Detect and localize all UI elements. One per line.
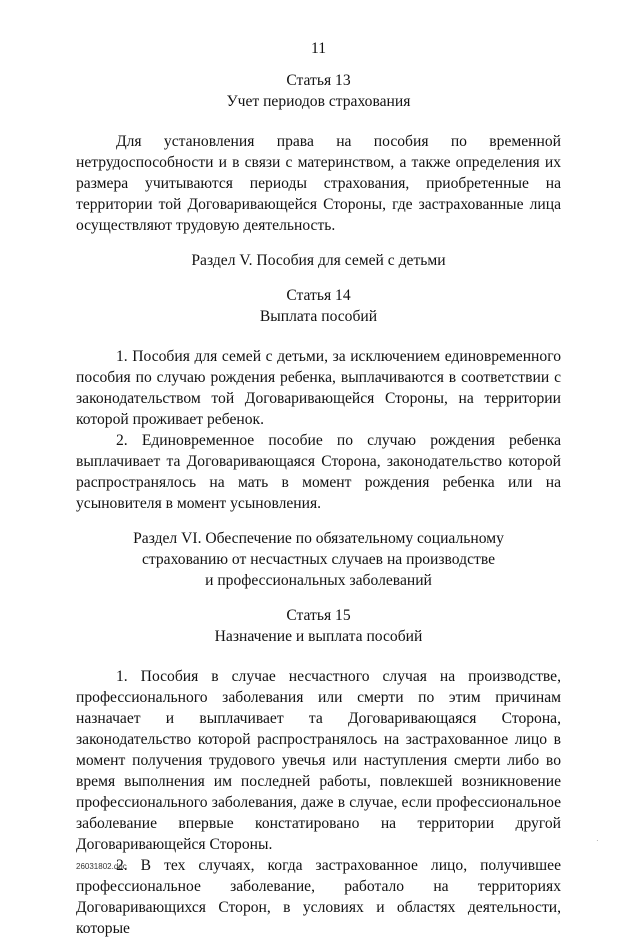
- article-15-paragraph-1: 1. Пособия в случае несчастного случая на производстве, профессионального заболевания или смерти по этим причинам назначает и выплачивает та Договаривающаяся Сторона, законодательство которой распространялось на застрахованное лицо в момент получения трудового увечья или наступления смерти либо во время выполнения им последней работы, повлекшей возникновение профессионального заболевания, даже в случае, если профессиональное заболевание впервые констатировано на территории другой Договаривающейся Стороны.: [76, 668, 561, 853]
- section-6-title-line-3: и профессиональных заболеваний: [205, 572, 432, 589]
- page-number: 11: [310, 40, 326, 57]
- article-15-heading: Статья 15: [286, 607, 351, 624]
- article-13-heading: Статья 13: [286, 72, 351, 89]
- section-6-title-line-2: страхованию от несчастных случаев на производстве: [141, 551, 496, 568]
- margin-dot: ·: [596, 836, 599, 845]
- footer-filename: 26031802.doc: [76, 862, 127, 871]
- section-5-title: Раздел V. Пособия для семей с детьми: [191, 252, 446, 269]
- article-14-paragraph-1: 1. Пособия для семей с детьми, за исключением единовременного пособия по случаю рождения ребенка, выплачиваются в соответствии с законодательством той Договаривающейся Стороны, на территории которой проживает ребенок.: [76, 348, 561, 428]
- article-15-title: Назначение и выплата пособий: [214, 628, 423, 645]
- article-14-paragraph-2: 2. Единовременное пособие по случаю рождения ребенка выплачивает та Договаривающаяся Сторона, законодательство которой распространялось на мать в момент рождения ребенка или на усыновителя в момент усыновления.: [76, 432, 561, 512]
- article-13-title: Учет периодов страхования: [226, 93, 411, 110]
- section-6-title-line-1: Раздел VI. Обеспечение по обязательному социальному: [133, 530, 504, 547]
- document-page: [76, 38, 561, 939]
- article-14-heading: Статья 14: [286, 287, 351, 304]
- article-14-title: Выплата пособий: [259, 308, 378, 325]
- article-13-text: Для установления права на пособия по временной нетрудоспособности и в связи с материнством, а также определения их размера учитываются периоды страхования, приобретенные на территории той Договаривающейся Стороны, где застрахованные лица осуществляют трудовую деятельность.: [76, 133, 561, 234]
- article-15-paragraph-2: 2. В тех случаях, когда застрахованное лицо, получившее профессиональное заболевание, работало на территориях Договаривающихся Сторон, в условиях и областях деятельности, которые: [76, 857, 561, 937]
